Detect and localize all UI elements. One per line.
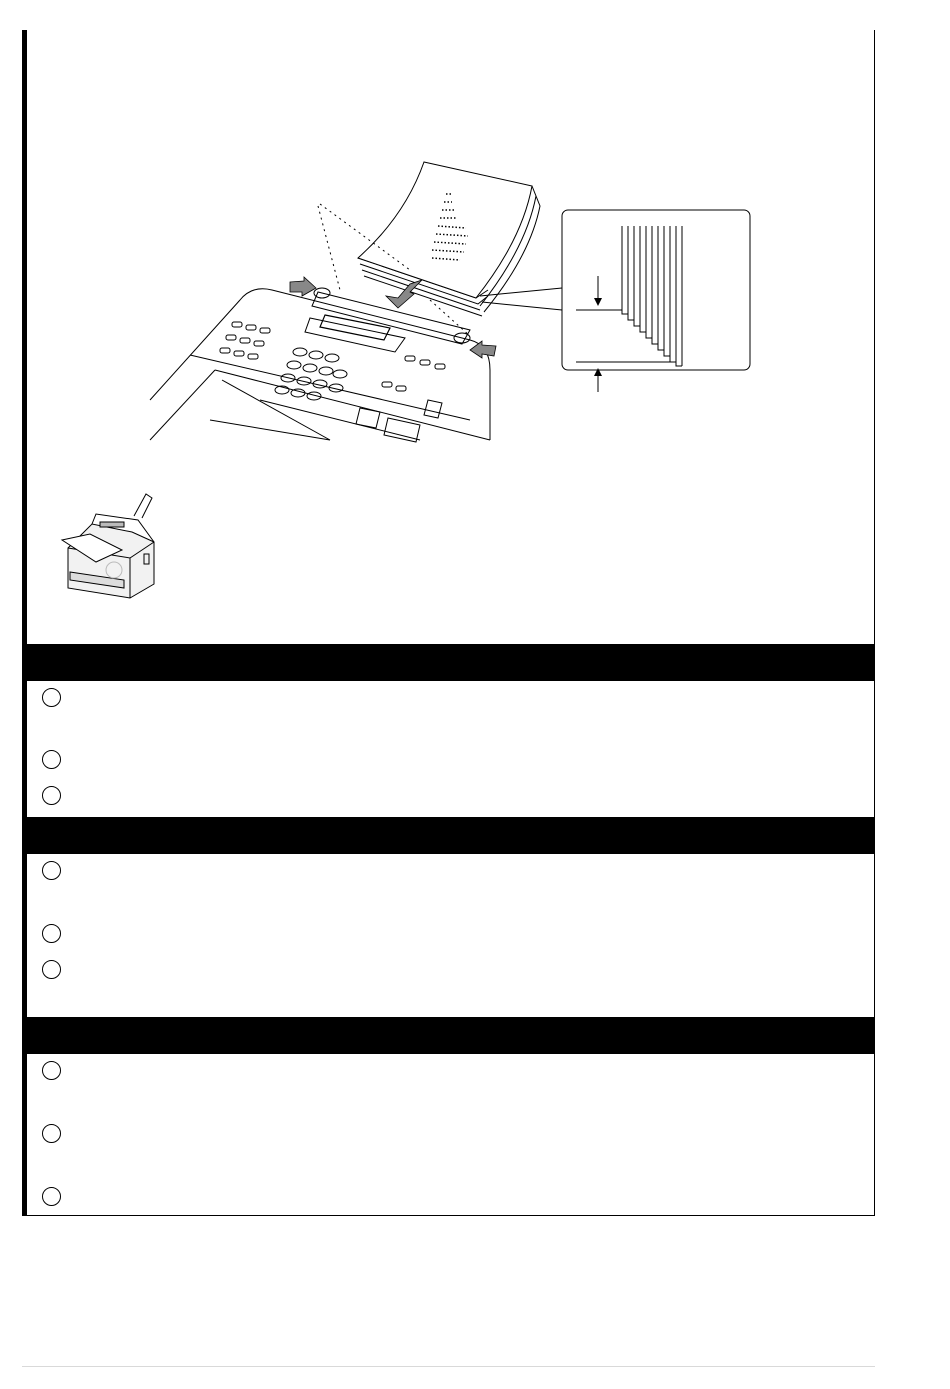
section-header-3 xyxy=(27,1017,874,1054)
circle-step-icon xyxy=(42,786,61,805)
circle-step-icon xyxy=(42,1187,61,1206)
section-header-1 xyxy=(27,644,874,681)
step-marker-3-2 xyxy=(42,1124,64,1146)
bottom-rule xyxy=(22,1215,875,1216)
keypad xyxy=(275,348,347,400)
fax-machine-icon xyxy=(50,488,165,603)
circle-step-icon xyxy=(42,960,61,979)
step-marker-2-3 xyxy=(42,960,64,982)
circle-step-icon xyxy=(42,924,61,943)
circle-step-icon xyxy=(42,861,61,880)
step-marker-2-2 xyxy=(42,924,64,946)
step-marker-3-1 xyxy=(42,1061,64,1083)
one-touch-keys xyxy=(220,322,445,391)
stacked-edges xyxy=(622,226,682,366)
step-marker-1-2 xyxy=(42,750,64,772)
lcd-display xyxy=(305,318,405,352)
step-marker-3-3 xyxy=(42,1187,64,1209)
step-marker-2-1 xyxy=(42,861,64,883)
circle-step-icon xyxy=(42,688,61,707)
step-marker-1-1 xyxy=(42,688,64,710)
step-marker-1-3 xyxy=(42,786,64,808)
fax-feeder-illustration xyxy=(140,150,760,460)
circle-step-icon xyxy=(42,1061,61,1080)
section-header-2 xyxy=(27,817,874,854)
detail-box xyxy=(562,210,750,370)
footer-rule xyxy=(22,1366,875,1367)
circle-step-icon xyxy=(42,750,61,769)
circle-step-icon xyxy=(42,1124,61,1143)
